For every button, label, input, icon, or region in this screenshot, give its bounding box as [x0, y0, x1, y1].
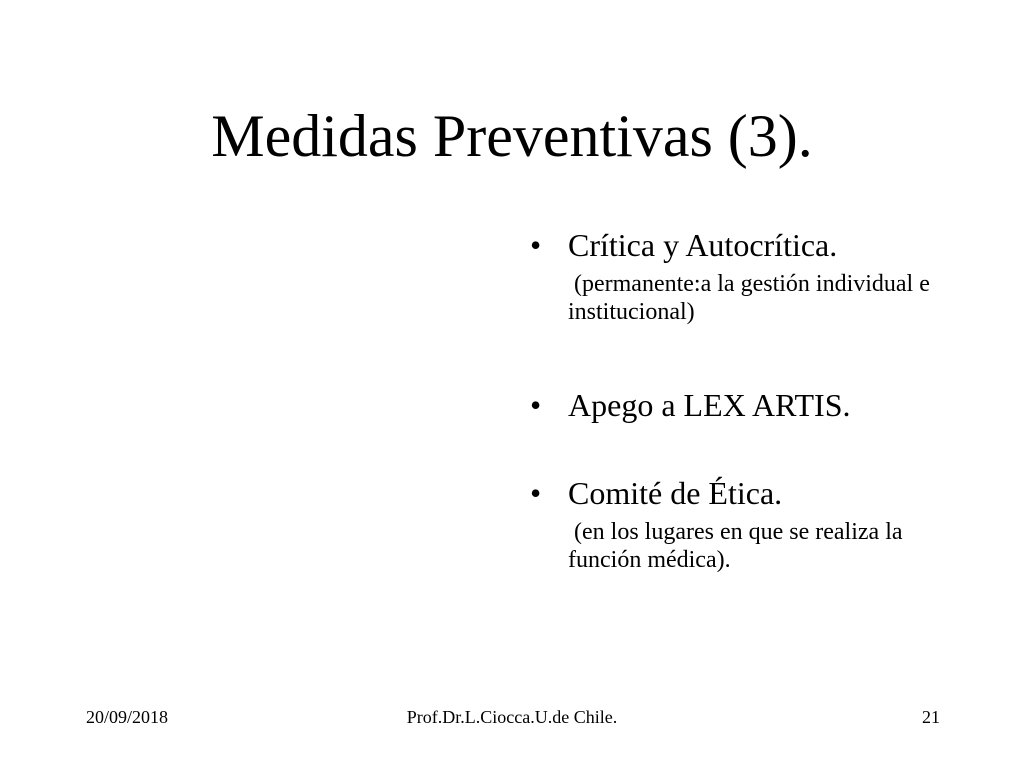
bullet-text: Comité de Ética. — [568, 475, 783, 511]
bullet-item-lex-artis — [530, 386, 1000, 424]
bullet-subtext: (permanente:a la gestión individual e institucional) — [568, 271, 936, 325]
bullet-dot-icon: • — [530, 227, 542, 263]
footer-date: 20/09/2018 — [86, 707, 169, 727]
bullet-dot-icon: • — [530, 387, 542, 423]
bullet-item-comite-etica — [530, 474, 1000, 574]
slide-title: Medidas Preventivas (3). — [211, 103, 813, 169]
bullet-item-critica — [530, 226, 1000, 326]
bullet-text: Crítica y Autocrítica. — [568, 227, 838, 263]
footer-page-number: 21 — [922, 707, 940, 727]
bullet-text: Apego a LEX ARTIS. — [568, 387, 851, 423]
bullet-dot-icon: • — [530, 475, 542, 511]
footer-author: Prof.Dr.L.Ciocca.U.de Chile. — [406, 707, 618, 727]
bullet-subtext: (en los lugares en que se realiza la función médica). — [568, 519, 909, 573]
